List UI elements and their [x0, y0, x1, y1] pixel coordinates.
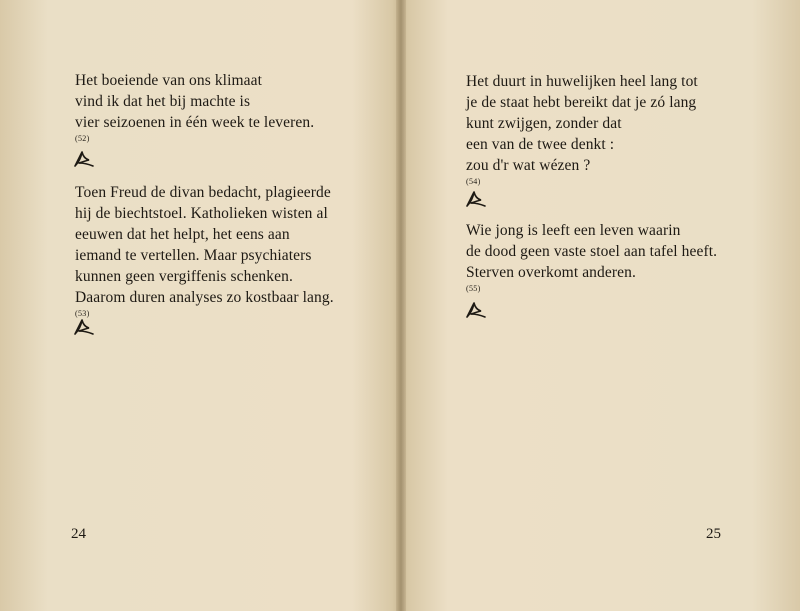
entry-55: [466, 220, 717, 294]
entry-line: eeuwen dat het helpt, het eens aan: [75, 226, 290, 243]
entry-53: [75, 182, 334, 319]
entry-line: een van de twee denkt :: [466, 136, 615, 153]
entry-line: kunt zwijgen, zonder dat: [466, 115, 622, 132]
entry-line: je de staat hebt bereikt dat je zó lang: [466, 94, 697, 111]
entry-line: kunnen geen vergiffenis schenken.: [75, 268, 293, 285]
entry-line: Sterven overkomt anderen.: [466, 264, 636, 281]
entry-line: de dood geen vaste stoel aan tafel heeft.: [466, 243, 718, 260]
right-page: [406, 0, 800, 611]
entry-line: iemand te vertellen. Maar psychiaters: [75, 247, 312, 264]
entry-52: [75, 70, 314, 144]
page-number: 25: [706, 526, 721, 542]
entry-line: zou d'r wat wézen ?: [466, 157, 591, 174]
page-number: 24: [71, 526, 86, 542]
entry-line: Daarom duren analyses zo kostbaar lang.: [75, 289, 334, 306]
left-page: [0, 0, 396, 611]
leaf-fleuron-icon: [465, 190, 487, 208]
leaf-fleuron-icon: [465, 301, 487, 319]
entry-line: vind ik dat het bij machte is: [75, 93, 251, 110]
entry-line: Wie jong is leeft een leven waarin: [466, 222, 681, 239]
entry-number: (54): [466, 177, 481, 186]
book-gutter: [396, 0, 406, 611]
entry-number: (53): [75, 309, 90, 318]
entry-number: (55): [466, 284, 481, 293]
entry-line: vier seizoenen in één week te leveren.: [75, 114, 315, 131]
entry-number: (52): [75, 134, 90, 143]
entry-line: hij de biechtstoel. Katholieken wisten al: [75, 205, 328, 222]
entry-54: [466, 71, 698, 187]
leaf-fleuron-icon: [73, 318, 95, 336]
leaf-fleuron-icon: [73, 150, 95, 168]
entry-line: Het duurt in huwelijken heel lang tot: [466, 73, 698, 90]
entry-line: Het boeiende van ons klimaat: [75, 72, 263, 89]
entry-line: Toen Freud de divan bedacht, plagieerde: [75, 184, 331, 201]
